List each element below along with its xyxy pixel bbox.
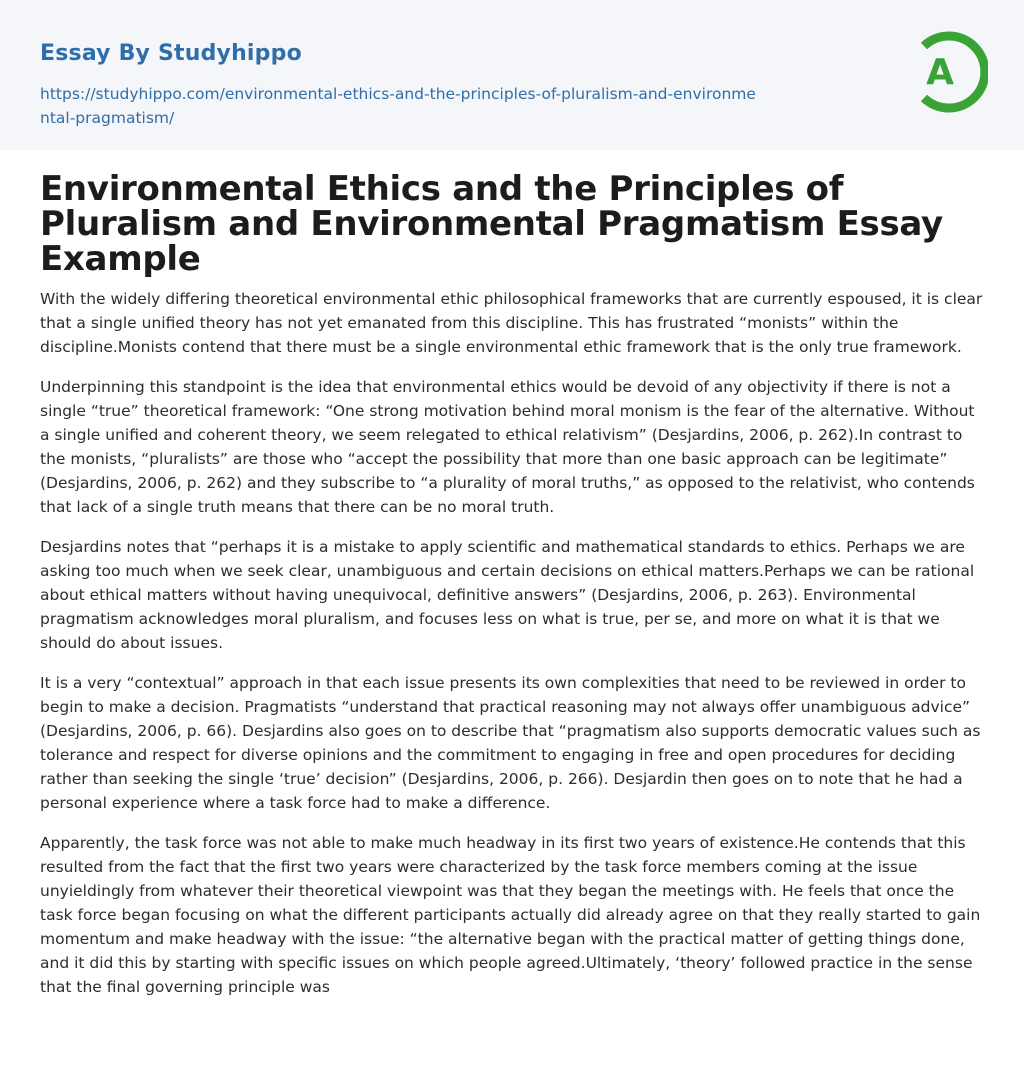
article	[40, 169, 988, 999]
studyhippo-logo-icon[interactable]	[910, 28, 988, 116]
paragraph-5: Apparently, the task force was not able to make much headway in its first two years of existence.He contends that this resulted from the fact that the first two years were characterized by the task force members coming at the issue unyieldingly from whatever their theoretical viewpoint was that they began the meetings with. He feels that once the task force began focusing on what the different participants actually did already agree on that they really started to gain momentum and make headway with the issue: “the alternative began with the practical matter of getting things done, and it did this by starting with specific issues on which people agreed.Ultimately, ‘theory’ followed practice in the sense that the final governing principle was	[40, 834, 981, 996]
brand-title[interactable]: Essay By Studyhippo	[40, 41, 302, 66]
logo-letter: A	[926, 52, 954, 93]
paragraph-3: Desjardins notes that “perhaps it is a mistake to apply scientific and mathematical standards to ethics. Perhaps we are asking too much when we seek clear, unambiguous and certain decisions on ethical matters.Perhaps we can be rational about ethical matters without having unequivocal, definitive answers” (Desjardins, 2006, p. 263). Environmental pragmatism acknowledges moral pluralism, and focuses less on what is true, per se, and more on what it is that we should do about issues.	[40, 538, 975, 652]
paragraph-2: Underpinning this standpoint is the idea that environmental ethics would be devoid of any objectivity if there is not a single “true” theoretical framework: “One strong motivation behind moral monism is the fear of the alternative. Without a single unified and coherent theory, we seem relegated to ethical relativism” (Desjardins, 2006, p. 262).In contrast to the monists, “pluralists” are those who “accept the possibility that more than one basic approach can be legitimate” (Desjardins, 2006, p. 262) and they subscribe to “a plurality of moral truths,” as opposed to the relativist, who contends that lack of a single truth means that there can be no moral truth.	[40, 378, 975, 516]
site-header	[0, 0, 1024, 150]
page-title: Environmental Ethics and the Principles of Pluralism and Environmental Pragmatism Essay Example	[40, 169, 943, 279]
paragraph-4: It is a very “contextual” approach in that each issue presents its own complexities that need to be reviewed in order to begin to make a decision. Pragmatists “understand that practical reasoning may not always offer unambiguous advice” (Desjardins, 2006, p. 66). Desjardins also goes on to describe that “pragmatism also supports democratic values such as tolerance and respect for diverse opinions and the commitment to engaging in free and open procedures for deciding rather than seeking the single ‘true’ decision” (Desjardins, 2006, p. 266). Desjardin then goes on to note that he had a personal experience where a task force had to make a difference.	[40, 674, 981, 812]
source-url-link[interactable]: https://studyhippo.com/environmental-ethics-and-the-principles-of-pluralism-and-environmental-pragmatism/	[40, 85, 756, 127]
paragraph-1: With the widely differing theoretical environmental ethic philosophical frameworks that are currently espoused, it is clear that a single unified theory has not yet emanated from this discipline. This has frustrated “monists” within the discipline.Monists contend that there must be a single environmental ethic framework that is the only true framework.	[40, 290, 983, 356]
